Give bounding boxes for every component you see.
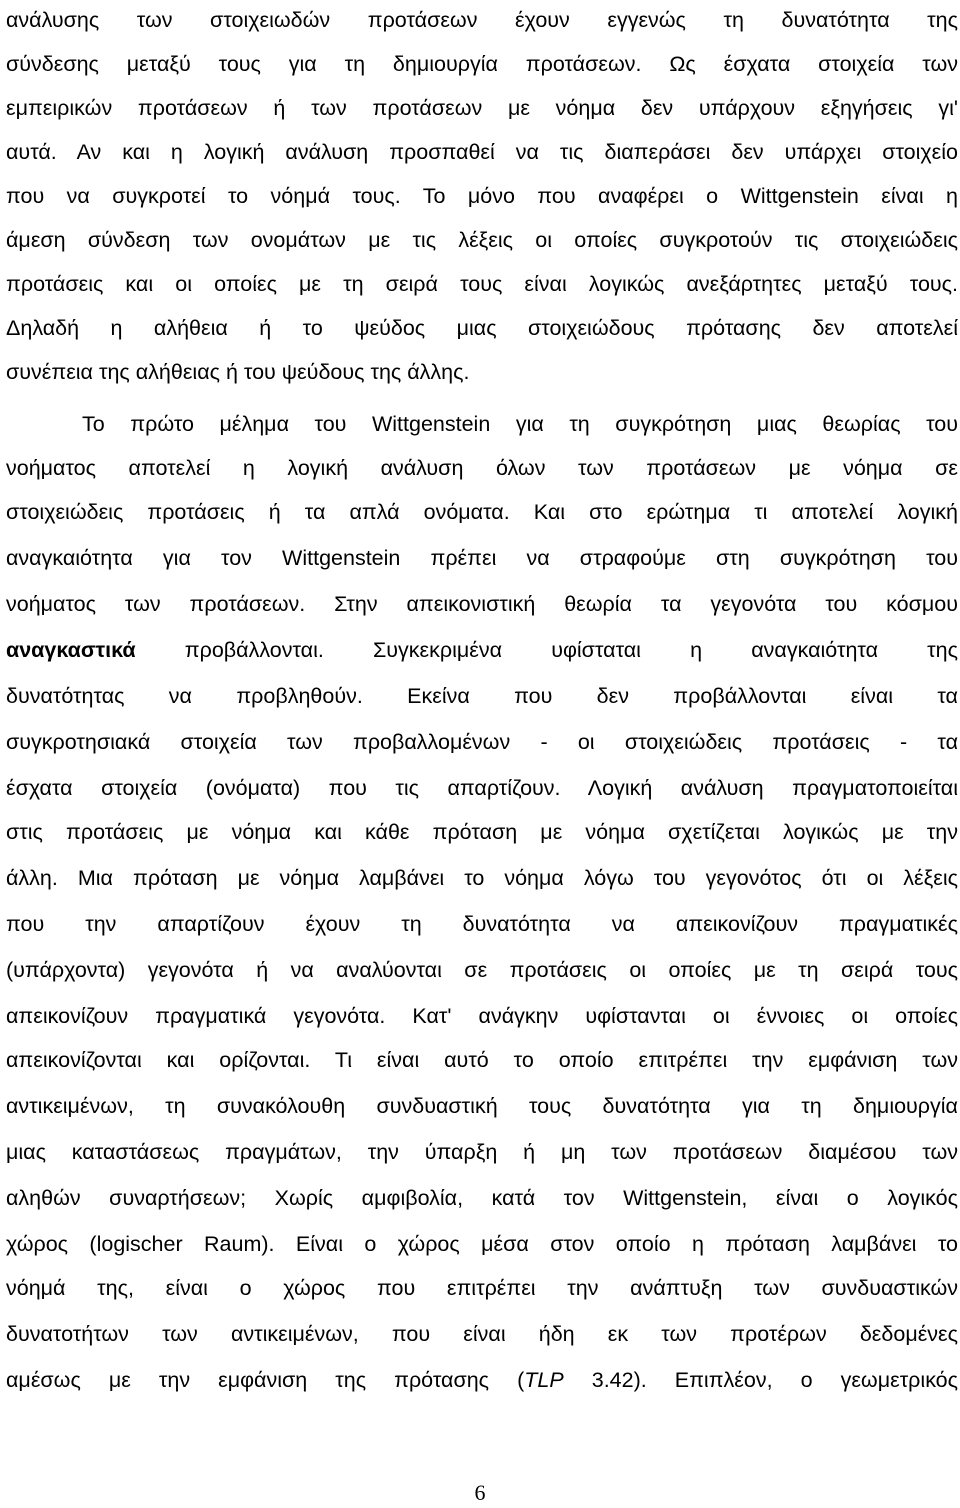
text-line: άλλη. Μια πρόταση με νόημα λαμβάνει το νόημα λόγω του γεγονότος ότι οι λέξεις (6, 866, 958, 890)
text-line: νοήματος των προτάσεων. Στην απεικονιστική θεωρία τα γεγονότα του κόσμου (6, 592, 958, 616)
text-line: χώρος (logischer Raum). Είναι ο χώρος μέσα στον οποίο η πρόταση λαμβάνει το (6, 1232, 958, 1256)
text-line: απεικονίζουν πραγματικά γεγονότα. Κατ' ανάγκην υφίστανται οι έννοιες οι οποίες (6, 1004, 958, 1028)
text-line: που την απαρτίζουν έχουν τη δυνατότητα να απεικονίζουν πραγματικές (6, 912, 958, 936)
text-line: στοιχειώδεις προτάσεις ή τα απλά ονόματα. Και στο ερώτημα τι αποτελεί λογική (6, 500, 958, 524)
text-line: ανάλυσης των στοιχειωδών προτάσεων έχουν εγγενώς τη δυνατότητα της (6, 8, 958, 32)
text-line-start: αμέσως με την εμφάνιση της πρότασης ( (6, 1368, 525, 1392)
text-line: έσχατα στοιχεία (ονόματα) που τις απαρτίζουν. Λογική ανάλυση πραγματοποιείται (6, 776, 958, 800)
text-line: αντικειμένων, τη συνακόλουθη συνδυαστική τους δυνατότητα για τη δημιουργία (6, 1094, 958, 1118)
text-line: Δηλαδή η αλήθεια ή το ψεύδος μιας στοιχειώδους πρότασης δεν αποτελεί (6, 316, 958, 340)
text-line: στις προτάσεις με νόημα και κάθε πρόταση με νόημα σχετίζεται λογικώς με την (6, 820, 958, 844)
text-line-remainder: προβάλλονται. Συγκεκριμένα υφίσταται η αναγκαιότητα της (135, 638, 958, 662)
text-line: απεικονίζονται και ορίζονται. Τι είναι αυτό το οποίο επιτρέπει την εμφάνιση των (6, 1048, 958, 1072)
text-line-with-bold (6, 630, 958, 670)
document-page (6, 0, 958, 1508)
text-line: αληθών συναρτήσεων; Χωρίς αμφιβολία, κατά τον Wittgenstein, είναι ο λογικός (6, 1186, 958, 1210)
text-line: συγκροτησιακά στοιχεία των προβαλλομένων - οι στοιχειώδεις προτάσεις - τα (6, 730, 958, 754)
text-line: αυτά. Αν και η λογική ανάλυση προσπαθεί να τις διαπεράσει δεν υπάρχει στοιχείο (6, 140, 958, 164)
page-number: 6 (474, 1480, 486, 1505)
italic-abbreviation: TLP (524, 1368, 564, 1392)
text-line: αναγκαιότητα για τον Wittgenstein πρέπει να στραφούμε στη συγκρότηση του (6, 546, 958, 570)
text-line: προτάσεις και οι οποίες με τη σειρά τους είναι λογικώς ανεξάρτητες μεταξύ τους. (6, 272, 958, 296)
text-line-remainder: 3.42). Επιπλέον, ο γεωμετρικός (563, 1368, 958, 1392)
text-line-with-italic (6, 1360, 958, 1400)
text-line: νόημά της, είναι ο χώρος που επιτρέπει την ανάπτυξη των συνδυαστικών (6, 1276, 958, 1300)
paragraph-end-line: συνέπεια της αλήθειας ή του ψεύδους της άλλης. (6, 360, 470, 384)
text-line: (υπάρχοντα) γεγονότα ή να αναλύονται σε προτάσεις οι οποίες με τη σειρά τους (6, 958, 958, 982)
text-line: σύνδεσης μεταξύ τους για τη δημιουργία προτάσεων. Ως έσχατα στοιχεία των (6, 52, 958, 76)
text-line: νοήματος αποτελεί η λογική ανάλυση όλων των προτάσεων με νόημα σε (6, 456, 958, 480)
text-line: δυνατότητας να προβληθούν. Εκείνα που δεν προβάλλονται είναι τα (6, 684, 958, 708)
text-line: εμπειρικών προτάσεων ή των προτάσεων με νόημα δεν υπάρχουν εξηγήσεις γι' (6, 96, 958, 120)
text-line: μιας καταστάσεως πραγμάτων, την ύπαρξη ή μη των προτάσεων διαμέσου των (6, 1140, 958, 1164)
text-line: άμεση σύνδεση των ονομάτων με τις λέξεις οι οποίες συγκροτούν τις στοιχειώδεις (6, 228, 958, 252)
bold-term: αναγκαστικά (6, 638, 136, 662)
paragraph-first-line: Το πρώτο μέλημα του Wittgenstein για τη συγκρότηση μιας θεωρίας του (82, 412, 958, 436)
text-line: που να συγκροτεί το νόημά τους. Το μόνο που αναφέρει ο Wittgenstein είναι η (6, 184, 958, 208)
text-line: δυνατοτήτων των αντικειμένων, που είναι ήδη εκ των προτέρων δεδομένες (6, 1322, 958, 1346)
